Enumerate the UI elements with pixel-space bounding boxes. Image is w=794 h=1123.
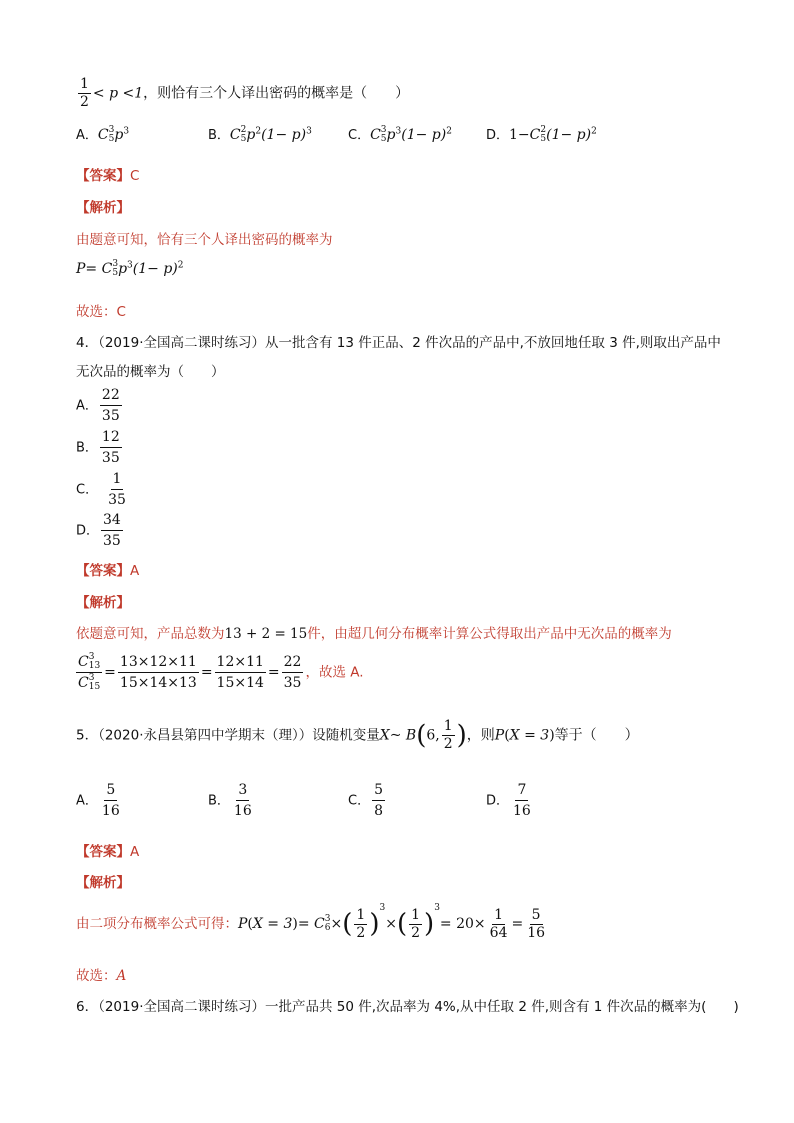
q5-answer: 【答案】A <box>76 844 140 860</box>
q5-stem: 5．（2020·永昌县第四中学期末（理））设随机变量X~ B(6, $\frac{1}{2}$ )，则P(X = 3)等于（ ） <box>76 718 639 752</box>
q5-option-c[interactable]: C． $\frac{5}{8}$ <box>348 782 383 819</box>
q5-options <box>76 780 756 824</box>
q4-option-c[interactable]: C． $\frac{1}{35}$ <box>76 471 126 508</box>
q5-answer-value: A <box>130 844 140 860</box>
q4-stem-line1: 4．（2019·全国高二课时练习）从一批含有 13 件正品、2 件次品的产品中,不放回地任取 3 件,则取出产品中 <box>76 335 721 351</box>
q4-option-b[interactable]: B． $\frac{12}{35}$ <box>76 429 120 466</box>
q3-option-d[interactable]: D．1−C 2 5 $(1- p)^2$ <box>486 125 597 144</box>
q5-option-a[interactable]: A． $\frac{5}{16}$ <box>76 782 120 819</box>
q5-analysis-tag: 【解析】 <box>76 875 130 891</box>
q3-stem-text: ，则恰有三个人译出密码的概率是（ ） <box>143 85 410 102</box>
q4-stem-line2: 无次品的概率为（ ） <box>76 364 225 380</box>
q3-fraction: $\frac{1}{2}$ <box>80 76 89 110</box>
q3-condition: < p <1 <box>92 85 144 102</box>
q3-answer-value: C <box>130 168 140 184</box>
q4-answer: 【答案】A <box>76 563 140 579</box>
q3-analysis-line: 由题意可知，恰有三个人译出密码的概率为 <box>76 232 333 248</box>
q3-analysis-tag: 【解析】 <box>76 200 130 216</box>
q5-conclusion: 故选：A <box>76 968 127 984</box>
q3-option-b[interactable]: B．C 2 5 $p^2(1- p)^3$ <box>208 125 312 144</box>
q4-analysis-tag: 【解析】 <box>76 595 130 611</box>
q3-option-a[interactable]: A．C 3 5 $p^3$ <box>76 125 130 144</box>
q5-analysis-formula: 由二项分布概率公式可得：P(X = 3)= C 3 6 ×( $\frac{1}{2}$ )$^3$×( $\frac{1}{2}$ )$^3$= 20× $\frac{1}{64}$ = $\frac{5}{16}$ <box>76 903 546 941</box>
q4-option-a[interactable]: A． $\frac{22}{35}$ <box>76 387 120 424</box>
q3-formula: P= C 3 5 $p^3(1- p)^2$ <box>76 259 184 278</box>
q6-stem: 6．（2019·全国高二课时练习）一批产品共 50 件,次品率为 4%,从中任取 2 件,则含有 1 件次品的概率为( ) <box>76 999 739 1015</box>
q3-option-c[interactable]: C．C 3 5 $p^3(1- p)^2$ <box>348 125 452 144</box>
q3-options <box>76 124 756 148</box>
q5-option-d[interactable]: D． $\frac{7}{16}$ <box>486 782 531 819</box>
q5-option-b[interactable]: B． $\frac{3}{16}$ <box>208 782 252 819</box>
q3-stem-line <box>76 76 409 111</box>
q3-conclusion: 故选：C <box>76 304 126 320</box>
q4-calculation: C 3 13 C 3 15 = $\frac{13\times 12\times 11}{15\times 14\times 13}$ = $\frac{12\times 11}{15\times 14}$ = $\frac{22}{35}$ ，故选 A. <box>78 652 364 692</box>
q4-answer-value: A <box>130 563 140 579</box>
q4-option-d[interactable]: D． $\frac{34}{35}$ <box>76 512 121 549</box>
q3-answer: 【答案】C <box>76 168 140 184</box>
q4-analysis-line: 依题意可知，产品总数为13 + 2 = 15件，由超几何分布概率计算公式得取出产品中无次品的概率为 <box>76 626 672 642</box>
